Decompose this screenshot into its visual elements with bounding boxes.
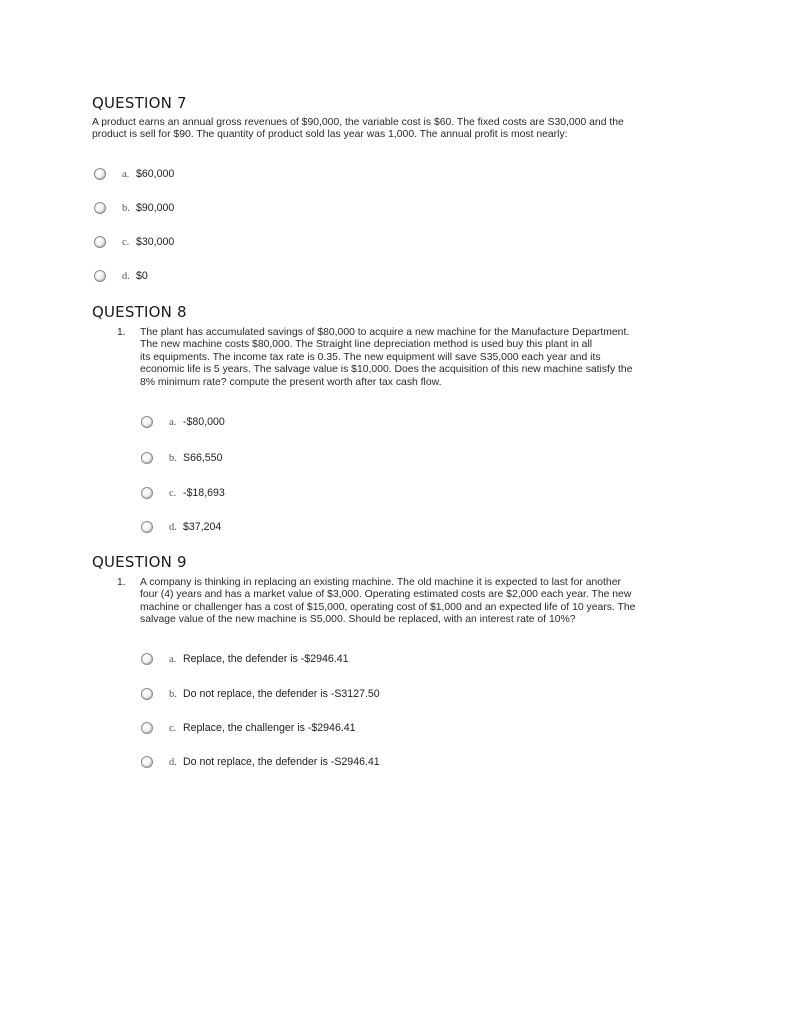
radio-button[interactable] (141, 521, 153, 533)
option-letter: b. (169, 452, 177, 464)
question-8-option-d[interactable] (141, 519, 221, 535)
option-letter: c. (122, 236, 130, 248)
option-text: $60,000 (136, 168, 175, 180)
option-letter: c. (169, 722, 177, 734)
option-letter: b. (169, 688, 177, 700)
question-8-option-a[interactable] (141, 414, 225, 430)
option-text: -$80,000 (183, 416, 225, 428)
radio-button[interactable] (94, 236, 106, 248)
radio-button[interactable] (141, 452, 153, 464)
question-8-title: QUESTION 8 (92, 303, 187, 321)
radio-button[interactable] (94, 168, 106, 180)
question-8-text: The plant has accumulated savings of $80,000 to acquire a new machine for the Manufacture Department. The new machine costs $80,000. The Straight line depreciation method is used buy this plant in all its equipments. The income tax rate is 0.35. The new equipment will save S35,000 each year and its economic life is 5 years. The salvage value is $10,000. Does the acquisition of this new machine satisfy the 8% minimum rate? compute the present worth after tax cash flow. (140, 327, 633, 388)
option-text: Replace, the challenger is -$2946.41 (183, 722, 356, 734)
option-text: $90,000 (136, 202, 175, 214)
option-text: $30,000 (136, 236, 175, 248)
question-8-option-b[interactable] (141, 450, 222, 466)
option-letter: a. (169, 653, 177, 665)
option-letter: d. (169, 521, 177, 533)
option-text: Replace, the defender is -$2946.41 (183, 653, 349, 665)
radio-button[interactable] (141, 653, 153, 665)
radio-button[interactable] (141, 487, 153, 499)
question-9-number: 1. (117, 577, 126, 588)
question-7-title: QUESTION 7 (92, 94, 187, 112)
question-7-text: A product earns an annual gross revenues of $90,000, the variable cost is $60. The fixed costs are S30,000 and the product is sell for $90. The quantity of product sold las year was 1,000. The annual profit is most nearly: (92, 117, 624, 141)
radio-button[interactable] (141, 756, 153, 768)
option-letter: a. (169, 416, 177, 428)
option-text: Do not replace, the defender is -S3127.50 (183, 688, 380, 700)
option-letter: a. (122, 168, 130, 180)
question-8-number: 1. (117, 327, 126, 338)
question-9-text: A company is thinking in replacing an existing machine. The old machine it is expected to last for another four (4) years and has a market value of $3,000. Operating estimated costs are $2,000 each year. The new machine or challenger has a cost of $15,000, operating cost of $1,000 and an expected life of 10 years. The salvage value of the new machine is S5,000. Should be replaced, with an interest rate of 10%? (140, 577, 636, 626)
radio-button[interactable] (94, 202, 106, 214)
option-text: -$18,693 (183, 487, 225, 499)
question-9-option-a[interactable] (141, 651, 349, 667)
question-7-option-d[interactable] (94, 268, 148, 284)
option-letter: d. (169, 756, 177, 768)
question-7-option-b[interactable] (94, 200, 174, 216)
question-9-title: QUESTION 9 (92, 553, 187, 571)
radio-button[interactable] (94, 270, 106, 282)
option-letter: c. (169, 487, 177, 499)
question-9-option-b[interactable] (141, 686, 380, 702)
option-text: $0 (136, 270, 148, 282)
option-letter: b. (122, 202, 130, 214)
radio-button[interactable] (141, 688, 153, 700)
question-9-option-c[interactable] (141, 720, 356, 736)
question-7-option-a[interactable] (94, 166, 174, 182)
question-9-option-d[interactable] (141, 754, 380, 770)
option-letter: d. (122, 270, 130, 282)
radio-button[interactable] (141, 722, 153, 734)
option-text: S66,550 (183, 452, 223, 464)
radio-button[interactable] (141, 416, 153, 428)
question-7-option-c[interactable] (94, 234, 174, 250)
option-text: $37,204 (183, 521, 222, 533)
question-8-option-c[interactable] (141, 485, 225, 501)
option-text: Do not replace, the defender is -S2946.41 (183, 756, 380, 768)
